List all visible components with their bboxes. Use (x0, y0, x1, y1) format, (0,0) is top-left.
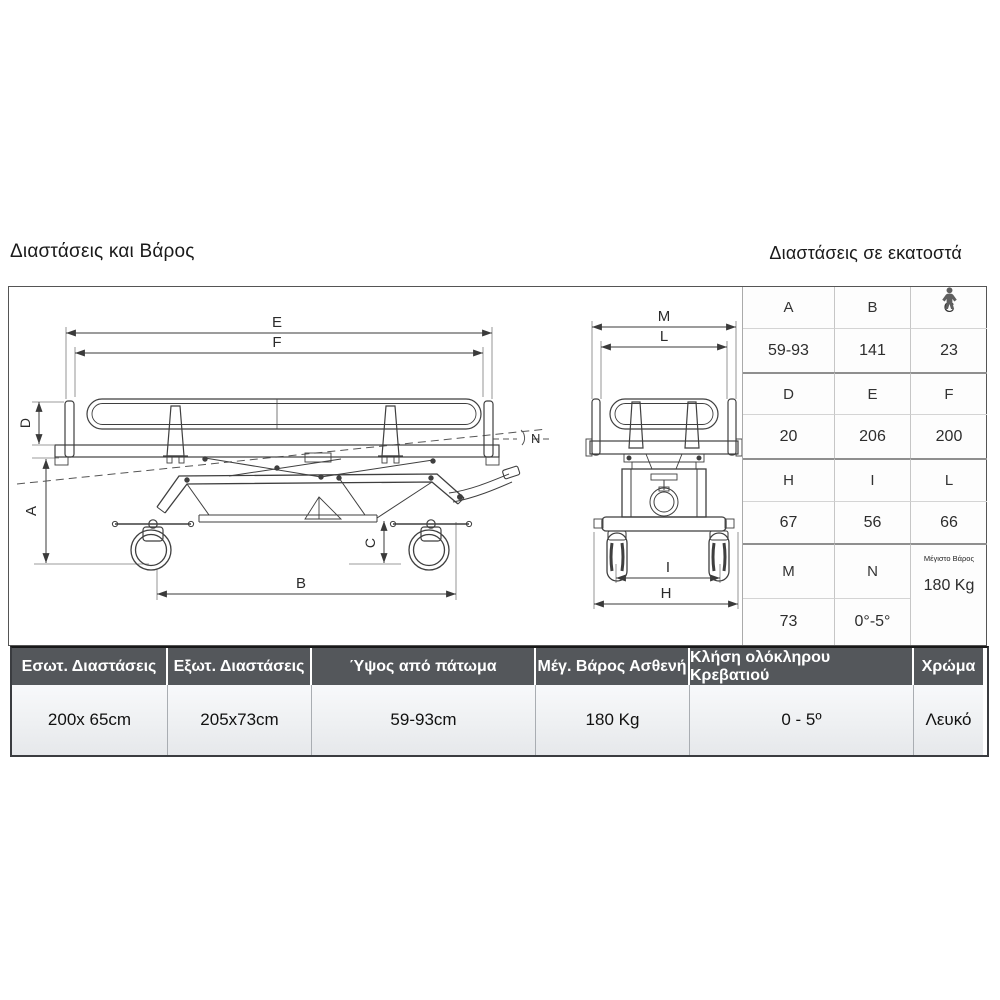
dim-label-m: M (657, 308, 671, 325)
spec-value-bed-tilt: 0 - 5º (690, 685, 914, 755)
cm-letter-b: B (834, 287, 910, 328)
spec-header-color: Χρώμα (914, 648, 983, 685)
spec-value-outer-dimensions: 205x73cm (168, 685, 312, 755)
cm-value-i: 56 (834, 501, 910, 543)
dim-label-l: L (659, 328, 669, 345)
cm-letter-i: I (834, 458, 910, 501)
front-view-drawing (554, 287, 754, 645)
cm-letter-a: A (783, 299, 794, 316)
max-weight-cell (910, 543, 987, 645)
side-extension-lines (32, 327, 492, 600)
cm-value-f: 200 (910, 414, 987, 458)
spec-table (10, 646, 989, 757)
spec-value-color: Λευκό (914, 685, 983, 755)
dim-label-c: C (362, 537, 378, 549)
units-title: Διαστάσεις σε εκατοστά (769, 243, 962, 263)
spec-header-bed-tilt: Κλήση ολόκληρου Κρεβατιού (690, 648, 914, 685)
cm-value-a: 59-93 (743, 328, 834, 372)
cm-letter-h: H (743, 458, 834, 501)
page-title: Διαστάσεις και Βάρος (10, 241, 195, 262)
cm-value-m: 73 (743, 598, 834, 645)
dimensions-cm-table (742, 287, 986, 645)
cm-letter-e: E (834, 372, 910, 414)
spec-value-inner-dimensions: 200x 65cm (12, 685, 168, 755)
dim-label-a: A (23, 505, 40, 517)
cm-value-h: 67 (743, 501, 834, 543)
cm-letter-d: D (743, 372, 834, 414)
cm-letter-n: N (834, 543, 910, 598)
dim-label-h: H (660, 585, 672, 602)
max-weight-value: 180 Kg (923, 577, 975, 594)
side-casters (112, 520, 471, 570)
cm-value-d: 20 (743, 414, 834, 458)
diagram-panel (8, 286, 987, 646)
max-weight-label: Μέγιστο Βάρος (923, 554, 975, 563)
front-lift-column (594, 454, 734, 531)
cm-value-e: 206 (834, 414, 910, 458)
spec-value-floor-height: 59-93cm (312, 685, 536, 755)
cm-letter-l: L (910, 458, 987, 501)
dim-label-b: B (295, 575, 307, 592)
side-view-drawing (9, 287, 549, 645)
dim-label-n: N (531, 431, 541, 446)
spec-header-max-patient-weight: Μέγ. Βάρος Ασθενή (536, 648, 690, 685)
spec-header-floor-height: Ύψος από πάτωμα (312, 648, 536, 685)
cm-value-b: 141 (834, 328, 910, 372)
cm-value-c: 23 (910, 328, 987, 372)
side-dimension-lines (39, 333, 492, 594)
cm-value-l: 66 (910, 501, 987, 543)
cm-letter-f: F (910, 372, 987, 414)
spec-header-outer-dimensions: Εξωτ. Διαστάσεις (168, 648, 312, 685)
dim-label-e: E (271, 314, 283, 331)
spec-value-max-patient-weight: 180 Kg (536, 685, 690, 755)
cm-letter-m: M (743, 543, 834, 598)
spec-header-inner-dimensions: Εσωτ. Διαστάσεις (12, 648, 168, 685)
side-bed-body (55, 399, 499, 465)
front-bed-body (586, 399, 742, 456)
cm-value-n: 0°-5° (834, 598, 910, 645)
dim-label-i: I (665, 559, 671, 576)
person-weight-icon (936, 287, 963, 309)
cm-letter-c: C (910, 287, 987, 328)
dim-label-f: F (272, 334, 282, 351)
dim-label-d: D (17, 417, 33, 429)
